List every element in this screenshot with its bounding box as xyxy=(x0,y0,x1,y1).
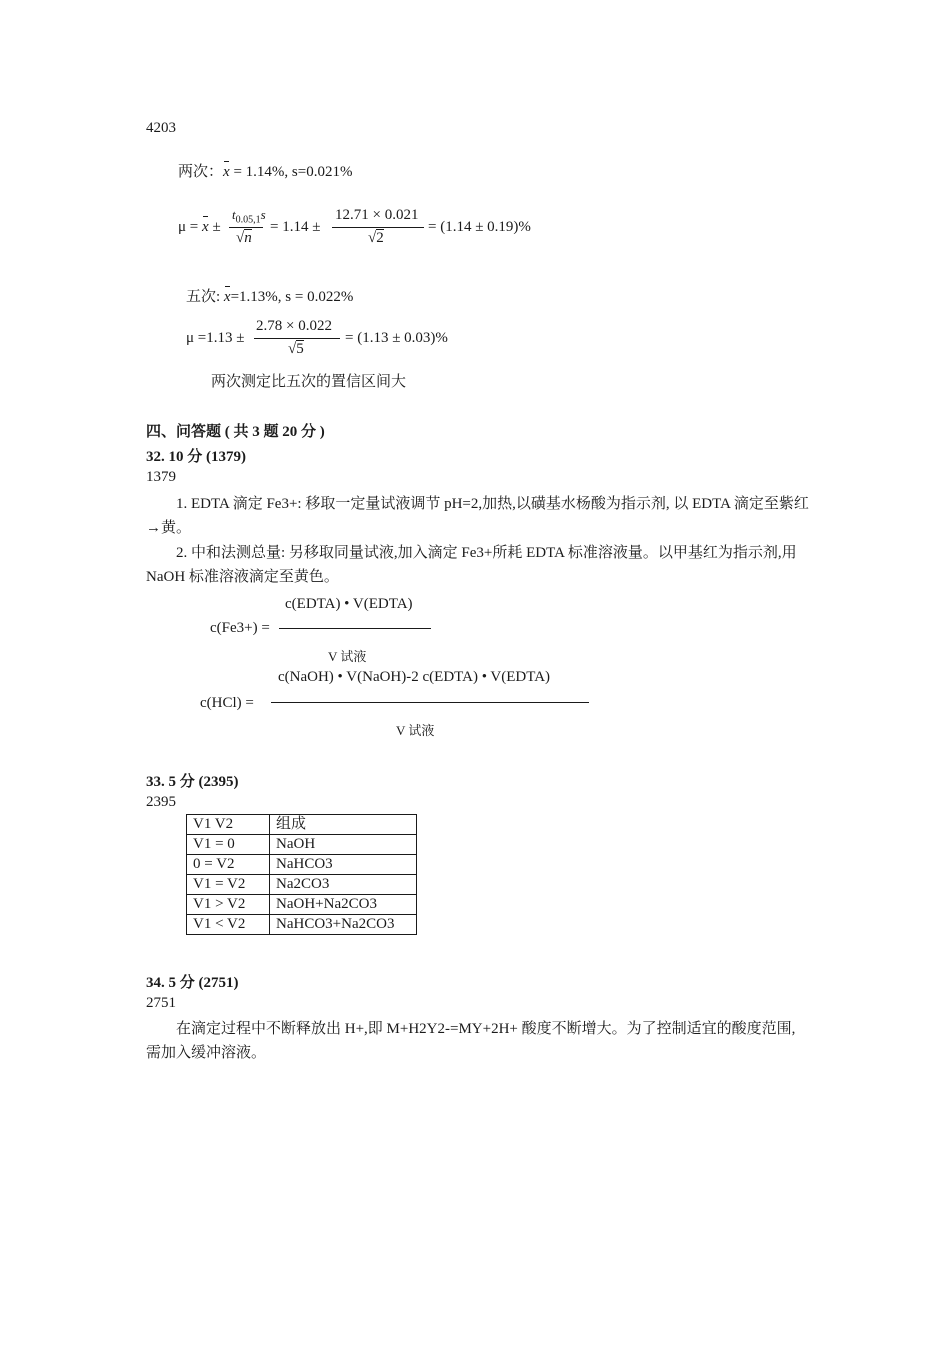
f1-lhs: c(Fe3+) = xyxy=(210,620,270,636)
table-cell: NaOH+Na2CO3 xyxy=(270,895,417,915)
table-header-row xyxy=(187,815,417,835)
section-header: 四、问答题 ( 共 3 题 20 分 ) xyxy=(146,424,325,440)
eq1-numerator: 12.71 × 0.021 xyxy=(335,207,419,223)
problem-id-4203: 4203 xyxy=(146,120,176,136)
f1-fraction-bar xyxy=(279,628,431,629)
table-cell: NaOH xyxy=(270,835,417,855)
q33-id: 2395 xyxy=(146,794,176,810)
q32-paragraph-1: 1. EDTA 滴定 Fe3+: 移取一定量试液调节 pH=2,加热,以磺基水杨酸为指示剂, 以 EDTA 滴定至紫红→黄。 xyxy=(146,496,809,536)
table-cell: NaHCO3 xyxy=(270,855,417,875)
q32-id: 1379 xyxy=(146,469,176,485)
table-row xyxy=(187,915,417,935)
two-trials-stats: = 1.14%, s=0.021% xyxy=(233,164,353,180)
mu2-label: μ =1.13 ± xyxy=(186,330,245,346)
table-cell: V1 = V2 xyxy=(187,875,270,895)
f2-denominator: V 试液 xyxy=(396,723,435,738)
eq2-result: = (1.13 ± 0.03)% xyxy=(345,330,448,346)
fraction-bar-2 xyxy=(332,227,424,228)
mean-symbol-3: x xyxy=(223,289,231,305)
q32-paragraph-2: 2. 中和法测总量: 另移取同量试液,加入滴定 Fe3+所耗 EDTA 标准溶液量。以甲基红为指示剂,用 NaOH 标准溶液滴定至黄色。 xyxy=(146,545,797,585)
table-cell: 0 = V2 xyxy=(187,855,270,875)
t-value-numerator: $t_{0.05,1}s$ xyxy=(232,207,266,226)
five-trials-label: 五次: xyxy=(186,289,221,305)
f2-fraction-bar xyxy=(271,702,589,703)
table-cell: V1 = 0 xyxy=(187,835,270,855)
eq1-result: = (1.14 ± 0.19)% xyxy=(428,219,531,235)
two-trials-line xyxy=(178,160,352,181)
composition-table xyxy=(186,814,417,935)
mean-symbol-2: x xyxy=(202,219,209,235)
q32-title: 32. 10 分 (1379) xyxy=(146,449,246,465)
q34-text: 在滴定过程中不断释放出 H+,即 M+H2Y2-=MY+2H+ 酸度不断增大。为了控制适宜的酸度范围,需加入缓冲溶液。 xyxy=(146,1021,796,1061)
fraction-bar-1 xyxy=(229,227,263,228)
mean-symbol: x xyxy=(223,164,230,180)
eq2-numerator: 2.78 × 0.022 xyxy=(256,318,332,334)
table-row xyxy=(187,835,417,855)
two-trials-label: 两次： xyxy=(178,164,224,180)
mu-formula-label: μ = x ± xyxy=(178,219,221,235)
table-cell: V1 < V2 xyxy=(187,915,270,935)
table-row xyxy=(187,875,417,895)
f1-numerator: c(EDTA) • V(EDTA) xyxy=(285,596,413,612)
eq2-denominator: √5 xyxy=(288,341,304,357)
f2-numerator: c(NaOH) • V(NaOH)-2 c(EDTA) • V(EDTA) xyxy=(278,669,551,685)
table-cell: Na2CO3 xyxy=(270,875,417,895)
table-cell: NaHCO3+Na2CO3 xyxy=(270,915,417,935)
q34-title: 34. 5 分 (2751) xyxy=(146,975,239,991)
f1-denominator: V 试液 xyxy=(328,649,367,664)
conclusion-text: 两次测定比五次的置信区间大 xyxy=(211,374,407,390)
table-header-cell: V1 V2 xyxy=(187,815,270,835)
f2-lhs: c(HCl) = xyxy=(200,695,254,711)
mu-symbol: μ = xyxy=(178,219,199,235)
table-header-cell: 组成 xyxy=(270,815,417,835)
eq1-mid: = 1.14 ± xyxy=(270,219,321,235)
eq1-denominator: √2 xyxy=(368,230,384,246)
q34-id: 2751 xyxy=(146,995,176,1011)
table-row xyxy=(187,855,417,875)
sqrt-n: √n xyxy=(236,230,252,246)
five-trials-stats: =1.13%, s = 0.022% xyxy=(230,289,354,305)
five-trials-line xyxy=(186,285,353,306)
q33-title: 33. 5 分 (2395) xyxy=(146,774,239,790)
fraction-bar-3 xyxy=(254,338,340,339)
table-row xyxy=(187,895,417,915)
table-cell: V1 > V2 xyxy=(187,895,270,915)
